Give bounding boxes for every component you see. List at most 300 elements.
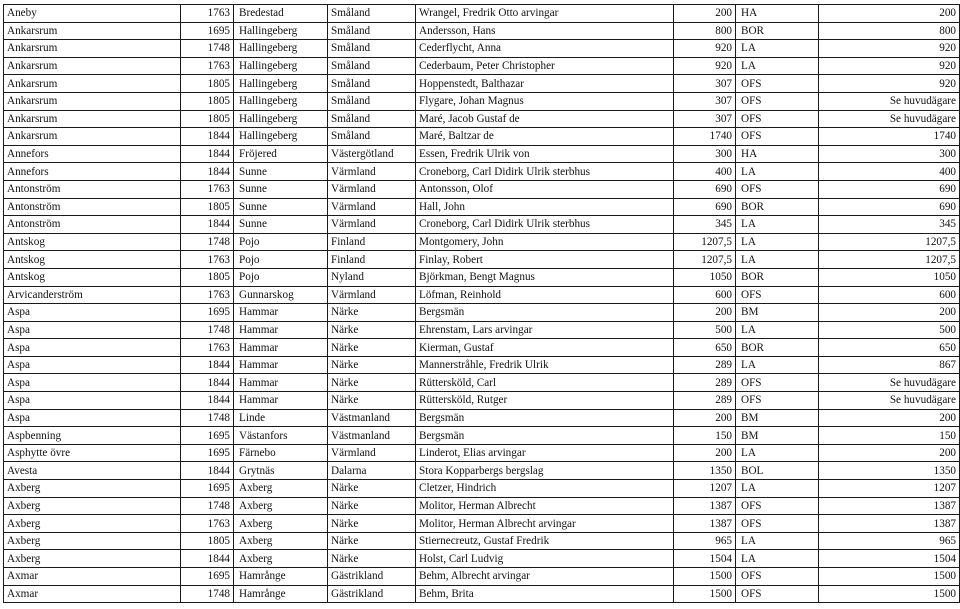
category-cell: OFS: [736, 568, 819, 586]
owner-cell: Essen, Fredrik Ulrik von: [416, 145, 674, 163]
parish-cell: Sunne: [234, 180, 328, 198]
owner-cell: Croneborg, Carl Didirk Ulrik sterbhus: [416, 216, 674, 234]
value-cell: 200: [674, 5, 736, 23]
year-cell: 1805: [181, 268, 234, 286]
parish-cell: Hallingeberg: [234, 57, 328, 75]
value-cell: 650: [674, 339, 736, 357]
province-cell: Närke: [328, 321, 416, 339]
year-cell: 1695: [181, 444, 234, 462]
year-cell: 1763: [181, 515, 234, 533]
total-cell: 1350: [819, 462, 960, 480]
owner-cell: Löfman, Reinhold: [416, 286, 674, 304]
table-row: [4, 22, 960, 40]
value-cell: 400: [674, 163, 736, 181]
name-cell: Antonström: [4, 198, 181, 216]
category-cell: LA: [736, 480, 819, 498]
year-cell: 1763: [181, 5, 234, 23]
table-row: [4, 568, 960, 586]
year-cell: 1748: [181, 321, 234, 339]
name-cell: Axberg: [4, 480, 181, 498]
parish-cell: Hallingeberg: [234, 110, 328, 128]
value-cell: 920: [674, 57, 736, 75]
owner-cell: Maré, Baltzar de: [416, 128, 674, 146]
category-cell: OFS: [736, 497, 819, 515]
value-cell: 289: [674, 356, 736, 374]
year-cell: 1695: [181, 22, 234, 40]
parish-cell: Hammar: [234, 321, 328, 339]
province-cell: Närke: [328, 550, 416, 568]
table-row: [4, 304, 960, 322]
total-cell: Se huvudägare: [819, 392, 960, 410]
year-cell: 1805: [181, 532, 234, 550]
total-cell: 920: [819, 75, 960, 93]
year-cell: 1748: [181, 40, 234, 58]
category-cell: LA: [736, 444, 819, 462]
table-row: [4, 392, 960, 410]
value-cell: 1500: [674, 568, 736, 586]
category-cell: LA: [736, 321, 819, 339]
table-body: [4, 5, 960, 603]
parish-cell: Axberg: [234, 550, 328, 568]
table-row: [4, 585, 960, 603]
total-cell: 600: [819, 286, 960, 304]
total-cell: Se huvudägare: [819, 374, 960, 392]
value-cell: 300: [674, 145, 736, 163]
name-cell: Asphytte övre: [4, 444, 181, 462]
owner-cell: Stora Kopparbergs bergslag: [416, 462, 674, 480]
owner-cell: Stiernecreutz, Gustaf Fredrik: [416, 532, 674, 550]
table-row: [4, 233, 960, 251]
value-cell: 690: [674, 198, 736, 216]
year-cell: 1763: [181, 57, 234, 75]
parish-cell: Hammar: [234, 356, 328, 374]
table-row: [4, 180, 960, 198]
year-cell: 1748: [181, 409, 234, 427]
year-cell: 1844: [181, 462, 234, 480]
province-cell: Småland: [328, 57, 416, 75]
province-cell: Värmland: [328, 216, 416, 234]
province-cell: Finland: [328, 233, 416, 251]
province-cell: Närke: [328, 304, 416, 322]
value-cell: 289: [674, 392, 736, 410]
year-cell: 1695: [181, 304, 234, 322]
province-cell: Småland: [328, 128, 416, 146]
province-cell: Värmland: [328, 180, 416, 198]
total-cell: 690: [819, 180, 960, 198]
value-cell: 1387: [674, 515, 736, 533]
category-cell: LA: [736, 163, 819, 181]
parish-cell: Axberg: [234, 480, 328, 498]
category-cell: LA: [736, 40, 819, 58]
ironworks-table: [3, 4, 960, 603]
category-cell: HA: [736, 5, 819, 23]
parish-cell: Hallingeberg: [234, 22, 328, 40]
category-cell: LA: [736, 233, 819, 251]
table-row: [4, 532, 960, 550]
year-cell: 1748: [181, 497, 234, 515]
owner-cell: Cederbaum, Peter Christopher: [416, 57, 674, 75]
name-cell: Aspa: [4, 339, 181, 357]
owner-cell: Linderot, Elias arvingar: [416, 444, 674, 462]
total-cell: 1740: [819, 128, 960, 146]
province-cell: Värmland: [328, 198, 416, 216]
value-cell: 1387: [674, 497, 736, 515]
table-row: [4, 163, 960, 181]
name-cell: Avesta: [4, 462, 181, 480]
total-cell: 300: [819, 145, 960, 163]
table-row: [4, 480, 960, 498]
province-cell: Värmland: [328, 444, 416, 462]
owner-cell: Rüttersköld, Rutger: [416, 392, 674, 410]
name-cell: Antskog: [4, 233, 181, 251]
owner-cell: Croneborg, Carl Didirk Ulrik sterbhus: [416, 163, 674, 181]
name-cell: Aspa: [4, 409, 181, 427]
owner-cell: Flygare, Johan Magnus: [416, 92, 674, 110]
name-cell: Aspa: [4, 321, 181, 339]
province-cell: Småland: [328, 110, 416, 128]
value-cell: 1504: [674, 550, 736, 568]
category-cell: BOR: [736, 268, 819, 286]
province-cell: Närke: [328, 480, 416, 498]
total-cell: 1504: [819, 550, 960, 568]
owner-cell: Finlay, Robert: [416, 251, 674, 269]
value-cell: 1740: [674, 128, 736, 146]
parish-cell: Sunne: [234, 216, 328, 234]
value-cell: 150: [674, 427, 736, 445]
category-cell: BM: [736, 304, 819, 322]
parish-cell: Bredestad: [234, 5, 328, 23]
category-cell: OFS: [736, 180, 819, 198]
table-row: [4, 515, 960, 533]
province-cell: Närke: [328, 532, 416, 550]
table-row: [4, 550, 960, 568]
parish-cell: Hamrånge: [234, 585, 328, 603]
table-row: [4, 321, 960, 339]
category-cell: OFS: [736, 392, 819, 410]
name-cell: Axberg: [4, 497, 181, 515]
year-cell: 1763: [181, 339, 234, 357]
name-cell: Antskog: [4, 268, 181, 286]
category-cell: LA: [736, 550, 819, 568]
table-row: [4, 75, 960, 93]
name-cell: Antonström: [4, 180, 181, 198]
owner-cell: Ehrenstam, Lars arvingar: [416, 321, 674, 339]
total-cell: 650: [819, 339, 960, 357]
category-cell: OFS: [736, 128, 819, 146]
year-cell: 1805: [181, 75, 234, 93]
parish-cell: Pojo: [234, 268, 328, 286]
value-cell: 1207,5: [674, 251, 736, 269]
value-cell: 500: [674, 321, 736, 339]
year-cell: 1748: [181, 233, 234, 251]
value-cell: 289: [674, 374, 736, 392]
owner-cell: Bergsmän: [416, 409, 674, 427]
value-cell: 307: [674, 92, 736, 110]
owner-cell: Mannerstråhle, Fredrik Ulrik: [416, 356, 674, 374]
parish-cell: Grytnäs: [234, 462, 328, 480]
table-row: [4, 5, 960, 23]
total-cell: 1207,5: [819, 251, 960, 269]
province-cell: Västergötland: [328, 145, 416, 163]
total-cell: 345: [819, 216, 960, 234]
total-cell: 1500: [819, 568, 960, 586]
year-cell: 1695: [181, 480, 234, 498]
owner-cell: Montgomery, John: [416, 233, 674, 251]
parish-cell: Hallingeberg: [234, 40, 328, 58]
value-cell: 965: [674, 532, 736, 550]
total-cell: 1207: [819, 480, 960, 498]
province-cell: Finland: [328, 251, 416, 269]
year-cell: 1844: [181, 374, 234, 392]
parish-cell: Fröjered: [234, 145, 328, 163]
owner-cell: Hoppenstedt, Balthazar: [416, 75, 674, 93]
province-cell: Närke: [328, 392, 416, 410]
table-row: [4, 339, 960, 357]
parish-cell: Pojo: [234, 251, 328, 269]
province-cell: Västmanland: [328, 409, 416, 427]
category-cell: LA: [736, 251, 819, 269]
table-row: [4, 462, 960, 480]
category-cell: BOL: [736, 462, 819, 480]
category-cell: LA: [736, 532, 819, 550]
province-cell: Småland: [328, 5, 416, 23]
table-row: [4, 268, 960, 286]
table-row: [4, 216, 960, 234]
total-cell: Se huvudägare: [819, 92, 960, 110]
parish-cell: Sunne: [234, 198, 328, 216]
total-cell: 1207,5: [819, 233, 960, 251]
year-cell: 1805: [181, 92, 234, 110]
table-row: [4, 128, 960, 146]
category-cell: BOR: [736, 339, 819, 357]
table-row: [4, 497, 960, 515]
category-cell: OFS: [736, 110, 819, 128]
owner-cell: Behm, Albrecht arvingar: [416, 568, 674, 586]
owner-cell: Holst, Carl Ludvig: [416, 550, 674, 568]
value-cell: 1207: [674, 480, 736, 498]
name-cell: Aspa: [4, 304, 181, 322]
category-cell: BM: [736, 427, 819, 445]
total-cell: 1050: [819, 268, 960, 286]
province-cell: Närke: [328, 356, 416, 374]
category-cell: OFS: [736, 585, 819, 603]
value-cell: 200: [674, 304, 736, 322]
name-cell: Arvicanderström: [4, 286, 181, 304]
owner-cell: Molitor, Herman Albrecht arvingar: [416, 515, 674, 533]
name-cell: Aspa: [4, 374, 181, 392]
parish-cell: Gunnarskog: [234, 286, 328, 304]
table-row: [4, 444, 960, 462]
total-cell: 150: [819, 427, 960, 445]
table-row: [4, 40, 960, 58]
name-cell: Axberg: [4, 532, 181, 550]
province-cell: Dalarna: [328, 462, 416, 480]
owner-cell: Bergsmän: [416, 427, 674, 445]
province-cell: Västmanland: [328, 427, 416, 445]
owner-cell: Bergsmän: [416, 304, 674, 322]
year-cell: 1805: [181, 198, 234, 216]
total-cell: 965: [819, 532, 960, 550]
value-cell: 920: [674, 40, 736, 58]
table-row: [4, 145, 960, 163]
name-cell: Annefors: [4, 163, 181, 181]
category-cell: LA: [736, 356, 819, 374]
total-cell: 920: [819, 57, 960, 75]
table-row: [4, 57, 960, 75]
value-cell: 1350: [674, 462, 736, 480]
year-cell: 1748: [181, 585, 234, 603]
year-cell: 1763: [181, 180, 234, 198]
province-cell: Småland: [328, 92, 416, 110]
year-cell: 1695: [181, 568, 234, 586]
name-cell: Axmar: [4, 568, 181, 586]
parish-cell: Linde: [234, 409, 328, 427]
name-cell: Axberg: [4, 515, 181, 533]
name-cell: Annefors: [4, 145, 181, 163]
category-cell: OFS: [736, 374, 819, 392]
table-row: [4, 356, 960, 374]
name-cell: Ankarsrum: [4, 110, 181, 128]
category-cell: BM: [736, 409, 819, 427]
parish-cell: Hammar: [234, 304, 328, 322]
category-cell: OFS: [736, 286, 819, 304]
owner-cell: Andersson, Hans: [416, 22, 674, 40]
name-cell: Ankarsrum: [4, 40, 181, 58]
value-cell: 200: [674, 444, 736, 462]
name-cell: Aneby: [4, 5, 181, 23]
province-cell: Småland: [328, 75, 416, 93]
value-cell: 690: [674, 180, 736, 198]
year-cell: 1763: [181, 286, 234, 304]
value-cell: 800: [674, 22, 736, 40]
parish-cell: Hammar: [234, 374, 328, 392]
total-cell: 400: [819, 163, 960, 181]
total-cell: 1387: [819, 515, 960, 533]
total-cell: Se huvudägare: [819, 110, 960, 128]
year-cell: 1805: [181, 110, 234, 128]
total-cell: 920: [819, 40, 960, 58]
year-cell: 1844: [181, 145, 234, 163]
value-cell: 345: [674, 216, 736, 234]
parish-cell: Hallingeberg: [234, 75, 328, 93]
owner-cell: Molitor, Herman Albrecht: [416, 497, 674, 515]
year-cell: 1844: [181, 128, 234, 146]
name-cell: Axberg: [4, 550, 181, 568]
name-cell: Ankarsrum: [4, 128, 181, 146]
table-row: [4, 110, 960, 128]
province-cell: Småland: [328, 40, 416, 58]
year-cell: 1844: [181, 392, 234, 410]
owner-cell: Antonsson, Olof: [416, 180, 674, 198]
total-cell: 867: [819, 356, 960, 374]
province-cell: Gästrikland: [328, 568, 416, 586]
parish-cell: Pojo: [234, 233, 328, 251]
name-cell: Ankarsrum: [4, 22, 181, 40]
table-row: [4, 374, 960, 392]
table-row: [4, 427, 960, 445]
province-cell: Närke: [328, 374, 416, 392]
parish-cell: Axberg: [234, 532, 328, 550]
year-cell: 1695: [181, 427, 234, 445]
parish-cell: Sunne: [234, 163, 328, 181]
category-cell: OFS: [736, 515, 819, 533]
parish-cell: Hammar: [234, 339, 328, 357]
total-cell: 690: [819, 198, 960, 216]
parish-cell: Axberg: [234, 497, 328, 515]
total-cell: 800: [819, 22, 960, 40]
name-cell: Aspa: [4, 392, 181, 410]
category-cell: BOR: [736, 22, 819, 40]
name-cell: Antskog: [4, 251, 181, 269]
year-cell: 1844: [181, 356, 234, 374]
table-row: [4, 198, 960, 216]
table-row: [4, 286, 960, 304]
category-cell: LA: [736, 216, 819, 234]
owner-cell: Kierman, Gustaf: [416, 339, 674, 357]
parish-cell: Hammar: [234, 392, 328, 410]
province-cell: Gästrikland: [328, 585, 416, 603]
category-cell: OFS: [736, 75, 819, 93]
year-cell: 1763: [181, 251, 234, 269]
owner-cell: Cederflycht, Anna: [416, 40, 674, 58]
year-cell: 1844: [181, 216, 234, 234]
spreadsheet: [3, 4, 959, 603]
value-cell: 307: [674, 75, 736, 93]
parish-cell: Färnebo: [234, 444, 328, 462]
total-cell: 200: [819, 444, 960, 462]
category-cell: BOR: [736, 198, 819, 216]
value-cell: 1207,5: [674, 233, 736, 251]
owner-cell: Behm, Brita: [416, 585, 674, 603]
value-cell: 307: [674, 110, 736, 128]
parish-cell: Hallingeberg: [234, 128, 328, 146]
year-cell: 1844: [181, 550, 234, 568]
owner-cell: Wrangel, Fredrik Otto arvingar: [416, 5, 674, 23]
parish-cell: Hamrånge: [234, 568, 328, 586]
name-cell: Ankarsrum: [4, 57, 181, 75]
province-cell: Nyland: [328, 268, 416, 286]
owner-cell: Cletzer, Hindrich: [416, 480, 674, 498]
category-cell: HA: [736, 145, 819, 163]
total-cell: 1387: [819, 497, 960, 515]
province-cell: Närke: [328, 515, 416, 533]
category-cell: OFS: [736, 92, 819, 110]
name-cell: Ankarsrum: [4, 75, 181, 93]
table-row: [4, 409, 960, 427]
owner-cell: Hall, John: [416, 198, 674, 216]
province-cell: Närke: [328, 339, 416, 357]
parish-cell: Hallingeberg: [234, 92, 328, 110]
parish-cell: Axberg: [234, 515, 328, 533]
total-cell: 200: [819, 409, 960, 427]
province-cell: Småland: [328, 22, 416, 40]
value-cell: 200: [674, 409, 736, 427]
table-row: [4, 251, 960, 269]
total-cell: 200: [819, 5, 960, 23]
province-cell: Värmland: [328, 163, 416, 181]
name-cell: Antonström: [4, 216, 181, 234]
total-cell: 1500: [819, 585, 960, 603]
value-cell: 1500: [674, 585, 736, 603]
province-cell: Värmland: [328, 286, 416, 304]
parish-cell: Västanfors: [234, 427, 328, 445]
name-cell: Axmar: [4, 585, 181, 603]
owner-cell: Björkman, Bengt Magnus: [416, 268, 674, 286]
owner-cell: Rüttersköld, Carl: [416, 374, 674, 392]
owner-cell: Maré, Jacob Gustaf de: [416, 110, 674, 128]
category-cell: LA: [736, 57, 819, 75]
province-cell: Närke: [328, 497, 416, 515]
